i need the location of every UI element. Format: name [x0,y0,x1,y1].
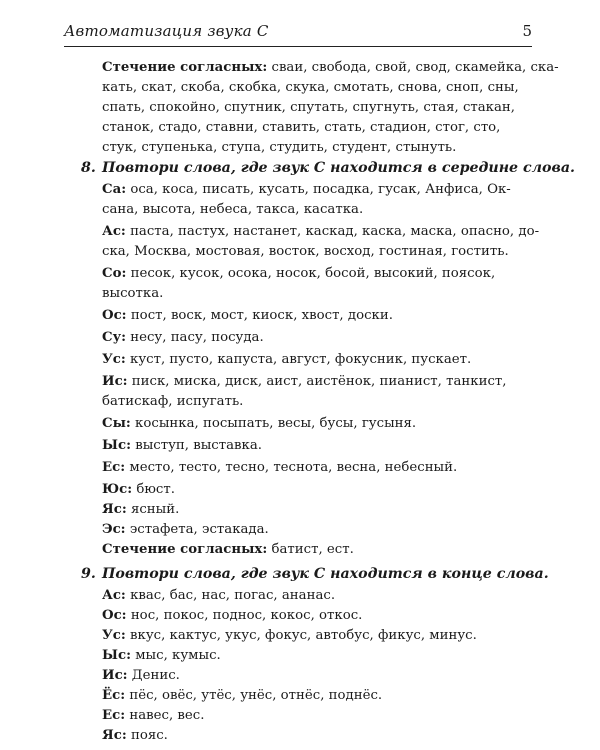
entry-label: Ос: [102,308,127,323]
entry-text: оса, коса, писать, кусать, посадка, гусак, Анфиса, Ок- [126,182,511,197]
entry-text: вкус, кактус, укус, фокус, автобус, фикус, минус. [125,628,477,643]
s8-entry-so-cont: высотка. [102,286,164,301]
page-number: 5 [522,22,532,40]
s8-entry-sa [102,180,511,200]
entry-text: пояс. [126,728,168,743]
s8-entry-sa-cont: сана, высота, небеса, такса, касатка. [102,202,364,217]
s8-entry-as-cont: ска, Москва, мостовая, восток, восход, гостиная, гостить. [102,244,509,259]
entry-label: Стечение согласных: [102,60,268,75]
section-number: 8. [81,160,96,176]
entry-label: Ос: [102,608,127,623]
s9-entry-ys [102,646,221,666]
entry-label: Яс: [102,502,127,517]
entry-label: Юс: [102,482,133,497]
entry-label: Стечение согласных: [102,542,268,557]
entry-label: Ыс: [102,648,131,663]
s8-entry-so [102,264,495,284]
entry-text: писк, миска, диск, аист, аистёнок, пианист, танкист, [127,374,507,389]
entry-label: Ес: [102,460,126,475]
s9-entry-es [102,706,204,726]
entry-text: паста, пастух, настанет, каскад, каска, маска, опасно, до- [125,224,540,239]
top-block-line-4: стук, ступенька, ступа, студить, студент, стынуть. [102,140,457,155]
entry-label: Ус: [102,628,126,643]
s9-entry-as [102,586,335,606]
entry-text: нос, покос, поднос, кокос, откос. [126,608,363,623]
entry-label: Со: [102,266,127,281]
entry-text: место, тесто, тесно, теснота, весна, небесный. [125,460,458,475]
section-heading: Повтори слова, где звук С находится в конце слова. [102,566,549,582]
top-block-line-3: станок, стадо, ставни, ставить, стать, стадион, стог, сто, [102,120,501,135]
entry-text: батист, ест. [267,542,354,557]
s8-entry-yas [102,500,179,520]
entry-label: Ёс: [102,688,126,703]
entry-label: Яс: [102,728,127,743]
s8-entry-es [102,458,457,478]
s8-entry-os [102,306,393,326]
entry-label: Ас: [102,588,126,603]
entry-text: пёс, овёс, утёс, унёс, отнёс, поднёс. [125,688,383,703]
section-number: 9. [81,566,96,582]
running-title: Автоматизация звука С [64,22,269,40]
s8-entry-us [102,350,471,370]
s8-entry-is [102,372,506,392]
entry-label: Ас: [102,224,126,239]
entry-text: несу, пасу, посуда. [126,330,264,345]
entry-label: Ис: [102,374,128,389]
entry-text: куст, пусто, капуста, август, фокусник, пускает. [125,352,472,367]
entry-text: ясный. [126,502,180,517]
s8-entry-clusters [102,540,354,560]
entry-text: пост, воск, мост, киоск, хвост, доски. [126,308,393,323]
s9-entry-us [102,626,477,646]
entry-text: косынка, посыпать, весы, бусы, гусыня. [130,416,417,431]
s8-entry-su [102,328,264,348]
entry-text: сваи, свобода, свой, свод, скамейка, ска- [267,60,559,75]
section-9-title [81,566,549,582]
entry-text: мыс, кумыс. [130,648,221,663]
entry-text: квас, бас, нас, погас, ананас. [125,588,336,603]
s9-entry-yas [102,726,168,746]
entry-label: Ис: [102,668,128,683]
s8-entry-as [102,222,539,242]
top-block-line-2: спать, спокойно, спутник, спутать, спугнуть, стая, стакан, [102,100,516,115]
entry-label: Эс: [102,522,126,537]
entry-label: Ус: [102,352,126,367]
s8-entry-yus [102,480,175,500]
entry-text: навес, вес. [125,708,205,723]
entry-label: Ес: [102,708,126,723]
page-header [64,20,532,47]
entry-label: Ыс: [102,438,131,453]
s8-entry-is-cont: батискаф, испугать. [102,394,244,409]
entry-text: выступ, выставка. [130,438,262,453]
top-block-line-1: кать, скат, скоба, скобка, скука, смотать, снова, сноп, сны, [102,80,519,95]
entry-label: Су: [102,330,127,345]
entry-text: песок, кусок, осока, носок, босой, высокий, поясок, [126,266,496,281]
entry-text: бюст. [132,482,175,497]
s8-entry-es-2 [102,520,269,540]
s8-entry-sy [102,414,416,434]
s9-entry-yos [102,686,382,706]
top-block-line-0 [102,58,559,78]
section-heading: Повтори слова, где звук С находится в середине слова. [102,160,575,176]
s9-entry-os [102,606,362,626]
entry-label: Сы: [102,416,131,431]
s9-entry-is [102,666,180,686]
entry-label: Са: [102,182,127,197]
entry-text: эстафета, эстакада. [125,522,269,537]
s8-entry-ys [102,436,262,456]
entry-text: Денис. [127,668,180,683]
section-8-title [81,160,575,176]
